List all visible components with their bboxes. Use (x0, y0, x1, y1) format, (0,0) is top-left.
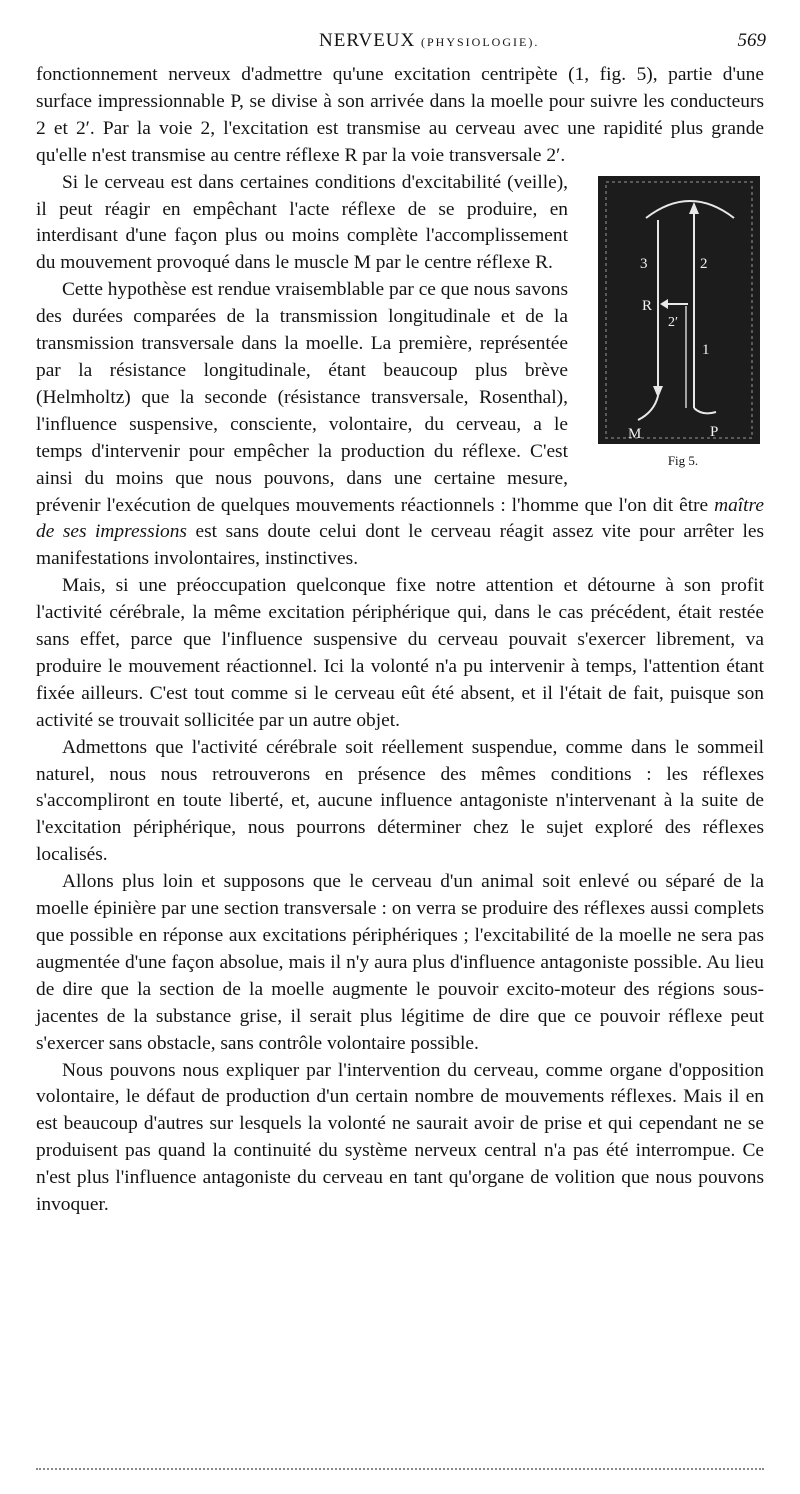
running-title (319, 30, 539, 52)
figure-caption: Fig 5. (667, 452, 699, 468)
paragraph-5: Admettons que l'activité cérébrale soit réellement suspendue, comme dans le sommeil naturel, nous nous retrouverons en présence des mêmes conditions : les réflexes s'accompliront en toute liberté, et, aucune influence antagoniste n'intervenant à la suite de l'excitation périphérique, nous pourrons déterminer chez le sujet exploré des réflexes localisés. (36, 736, 764, 866)
page-number: 569 (737, 30, 766, 51)
paragraph-6: Allons plus loin et supposons que le cerveau d'un animal soit enlevé ou séparé de la moelle épinière par une section transversale : on verra se produire des réflexes aussi complets que possible en réponse aux excitations périphériques ; l'excitabilité de la moelle ne sera pas augmentée d'une façon absolue, mais il n'y aura plus d'influence antagoniste possible. Au lieu de dire que la section de la moelle augmente le pouvoir excito-moteur des régions sous-jacentes de la substance grise, il serait plus légitime de dire que ce pouvoir réflexe peut s'exercer sans obstacle, sans contrôle volontaire possible. (36, 871, 764, 1054)
paragraph-3-text: Cette hypothèse est rendue vraisemblable par ce que nous savons des durées comparées de la transmission longitudinale et de la transmission transversale dans la moelle. La première, représentée par la résistance longitudinale, étant beaucoup plus brève (Helmholtz) que la seconde (résistance transversale, Rosenthal), l'influence suspensive, consciente, volontaire, du cerveau, a le temps d'intervenir pour empêcher la production du réflexe. C'est ainsi du moins que nous pouvons, dans une certaine mesure, prévenir l'exécution de quelques mouvements réactionnels : l'homme que l'on dit être (36, 279, 709, 516)
figure-5 (590, 176, 764, 475)
paragraph-7: Nous pouvons nous expliquer par l'intervention du cerveau, comme organe d'opposition volontaire, le défaut de production d'un certain nombre de mouvements réflexes. Mais il en est beaucoup d'autres sur lesquels la volonté ne saurait avoir de prise et qui cependant ne se produisent pas quand la continuité du système nerveux central n'a pas été interrompue. Ce n'est plus l'influence antagoniste du cerveau en tant qu'organe de volition que nous pouvons invoquer. (36, 1059, 764, 1216)
pathway-2-arrowhead (689, 202, 699, 214)
label-2: 2 (700, 255, 708, 272)
bottom-dotted-rule (36, 1468, 764, 1470)
page-header (36, 30, 766, 60)
label-r: R (642, 297, 653, 314)
paragraph-1: fonctionnement nerveux d'admettre qu'une excitation centripète (1, fig. 5), partie d'une surface impressionnable P, se divise à son arrivée dans la moelle pour suivre les conducteurs 2 et 2′. Par la voie 2, l'excitation est transmise au cerveau avec une rapidité plus grande qu'elle n'est transmise au centre réflexe R par la voie transversale 2′. (36, 64, 764, 166)
paragraph-2-text: Si le cerveau est dans certaines conditions d'excitabilité (veille), il peut réagir en empêchant l'acte réflexe de se produire, en interdisant d'une façon plus ou moins complète l'accomplissement du mouvement provoqué dans le muscle M par le centre réflexe R. (36, 171, 568, 274)
paragraph-4: Mais, si une préoccupation quelconque fixe notre attention et détourne à son profit l'activité cérébrale, la même excitation périphérique qui, dans le cas précédent, était restée sans effet, parce que l'influence suspensive du cerveau pouvait s'exercer librement, va produire le mouvement réactionnel. Ici la volonté n'a pu intervenir à temps, l'attention étant fixée ailleurs. C'est tout comme si le cerveau eût été absent, et il l'était de fait, puisque son activité se trouvait sollicitée par un autre objet. (36, 575, 764, 731)
running-title-main: NERVEUX (319, 30, 416, 51)
label-1: 1 (702, 341, 710, 358)
emphasis-phrase: maître de ses impressions (36, 494, 764, 543)
running-title-subtitle: (PHYSIOLOGIE). (421, 35, 540, 49)
reflex-arc-diagram (598, 176, 760, 444)
sensory-curve (694, 408, 716, 413)
body-text (36, 62, 764, 1219)
label-m: M (628, 425, 642, 442)
paragraph-3-tail: est sans doute celui dont le cerveau réagit assez vite pour arrêter les manifestations involontaires, instinctives. (36, 521, 764, 570)
reflex-arc-svg (598, 176, 760, 444)
label-2-prime: 2′ (668, 314, 679, 330)
motor-curve (638, 396, 658, 420)
label-3: 3 (640, 255, 648, 272)
transversal-arrowhead (660, 299, 668, 309)
label-p: P (710, 423, 719, 440)
cerebrum-arc (646, 201, 734, 218)
